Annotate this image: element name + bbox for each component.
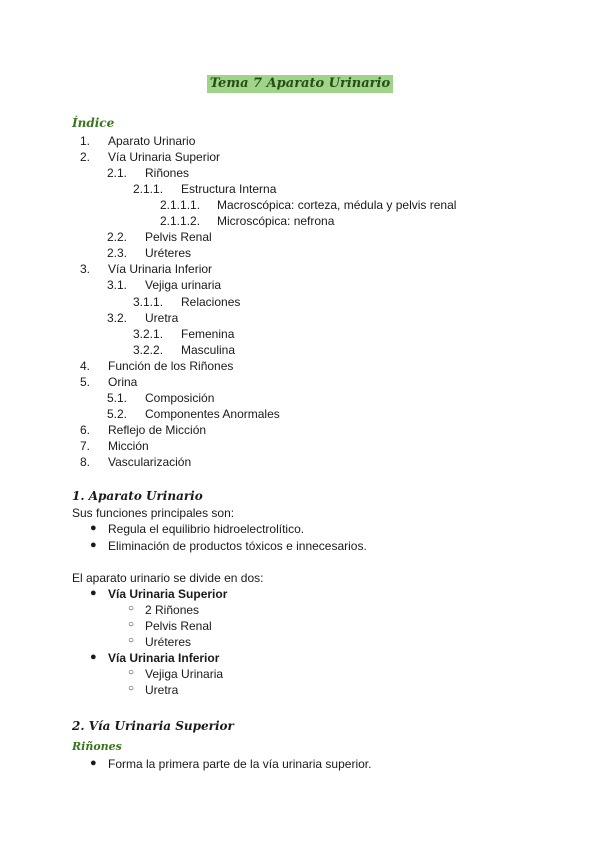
toc-number: 1.: [80, 134, 91, 148]
document-title: Tema 7 Aparato Urinario: [207, 75, 393, 93]
toc-entry: Aparato Urinario: [108, 134, 196, 148]
toc-number: 8.: [80, 455, 91, 469]
bullet-dot: ●: [90, 522, 97, 534]
bullet-circle: ○: [128, 683, 135, 694]
toc-entry: Uréteres: [145, 246, 192, 260]
toc-number: 2.3.: [107, 246, 128, 260]
toc-number: 7.: [80, 439, 91, 453]
bullet-dot: ●: [90, 539, 97, 551]
toc-entry: Femenina: [181, 327, 235, 341]
toc-entry: Reflejo de Micción: [108, 423, 207, 437]
bullet-circle: ○: [128, 619, 135, 630]
group-label-inferior: Vía Urinaria Inferior: [108, 651, 220, 665]
bullet-dot: ●: [90, 587, 97, 599]
toc-entry: Estructura Interna: [181, 182, 277, 196]
bullet-circle: ○: [128, 667, 135, 678]
bullet-dot: ●: [90, 757, 97, 769]
toc-entry: Vía Urinaria Superior: [108, 150, 221, 164]
divide-text: El aparato urinario se divide en dos:: [72, 571, 264, 585]
section2-heading: 2. Vía Urinaria Superior: [72, 719, 234, 733]
toc-entry: Composición: [145, 391, 215, 405]
toc-entry: Relaciones: [181, 295, 241, 309]
toc-entry: Microscópica: nefrona: [217, 214, 335, 228]
toc-number: 3.2.: [107, 311, 128, 325]
section2-bullet: Forma la primera parte de la vía urinaria superior.: [108, 757, 372, 771]
toc-number: 3.: [80, 262, 91, 276]
toc-number: 5.: [80, 375, 91, 389]
group-item: Uretra: [145, 683, 179, 697]
function-item: Eliminación de productos tóxicos e innecesarios.: [108, 539, 367, 553]
toc-entry: Uretra: [145, 311, 179, 325]
toc-number: 3.2.2.: [133, 343, 164, 357]
toc-number: 2.: [80, 150, 91, 164]
toc-number: 2.1.1.1.: [160, 198, 201, 212]
group-item: Vejiga Urinaria: [145, 667, 224, 681]
toc-number: 2.1.1.2.: [160, 214, 201, 228]
toc-entry: Vejiga urinaria: [145, 278, 222, 292]
bullet-circle: ○: [128, 603, 135, 614]
toc-entry: Masculina: [181, 343, 236, 357]
toc-number: 3.2.1.: [133, 327, 164, 341]
title-wrap: [0, 75, 600, 93]
toc-number: 3.1.1.: [133, 295, 164, 309]
toc-number: 5.2.: [107, 407, 128, 421]
bullet-circle: ○: [128, 635, 135, 646]
toc-number: 3.1.: [107, 278, 128, 292]
toc-number: 6.: [80, 423, 91, 437]
toc-entry: Micción: [108, 439, 149, 453]
toc-entry: Vía Urinaria Inferior: [108, 262, 213, 276]
toc-entry: Riñones: [145, 166, 190, 180]
toc-number: 2.1.1.: [133, 182, 164, 196]
toc-number: 5.1.: [107, 391, 128, 405]
toc-entry: Orina: [108, 375, 138, 389]
toc-entry: Componentes Anormales: [145, 407, 280, 421]
bullet-dot: ●: [90, 651, 97, 663]
group-item: Uréteres: [145, 635, 192, 649]
group-item: Pelvis Renal: [145, 619, 212, 633]
toc-entry: Macroscópica: corteza, médula y pelvis renal: [217, 198, 457, 212]
toc-number: 2.1.: [107, 166, 128, 180]
group-label-superior: Vía Urinaria Superior: [108, 587, 228, 601]
group-item: 2 Riñones: [145, 603, 200, 617]
index-heading: Índice: [72, 116, 115, 130]
section2-subheading: Riñones: [72, 740, 122, 753]
section1-heading-text: 1. Aparato Urinario: [72, 489, 203, 503]
section1-intro: Sus funciones principales son:: [72, 506, 235, 520]
toc-entry: Vascularización: [108, 455, 192, 469]
toc-number: 2.2.: [107, 230, 128, 244]
toc-entry: Función de los Riñones: [108, 359, 234, 373]
function-item: Regula el equilibrio hidroelectrolítico.: [108, 522, 305, 536]
section1-heading: [72, 488, 203, 504]
toc-entry: Pelvis Renal: [145, 230, 212, 244]
toc-number: 4.: [80, 359, 91, 373]
